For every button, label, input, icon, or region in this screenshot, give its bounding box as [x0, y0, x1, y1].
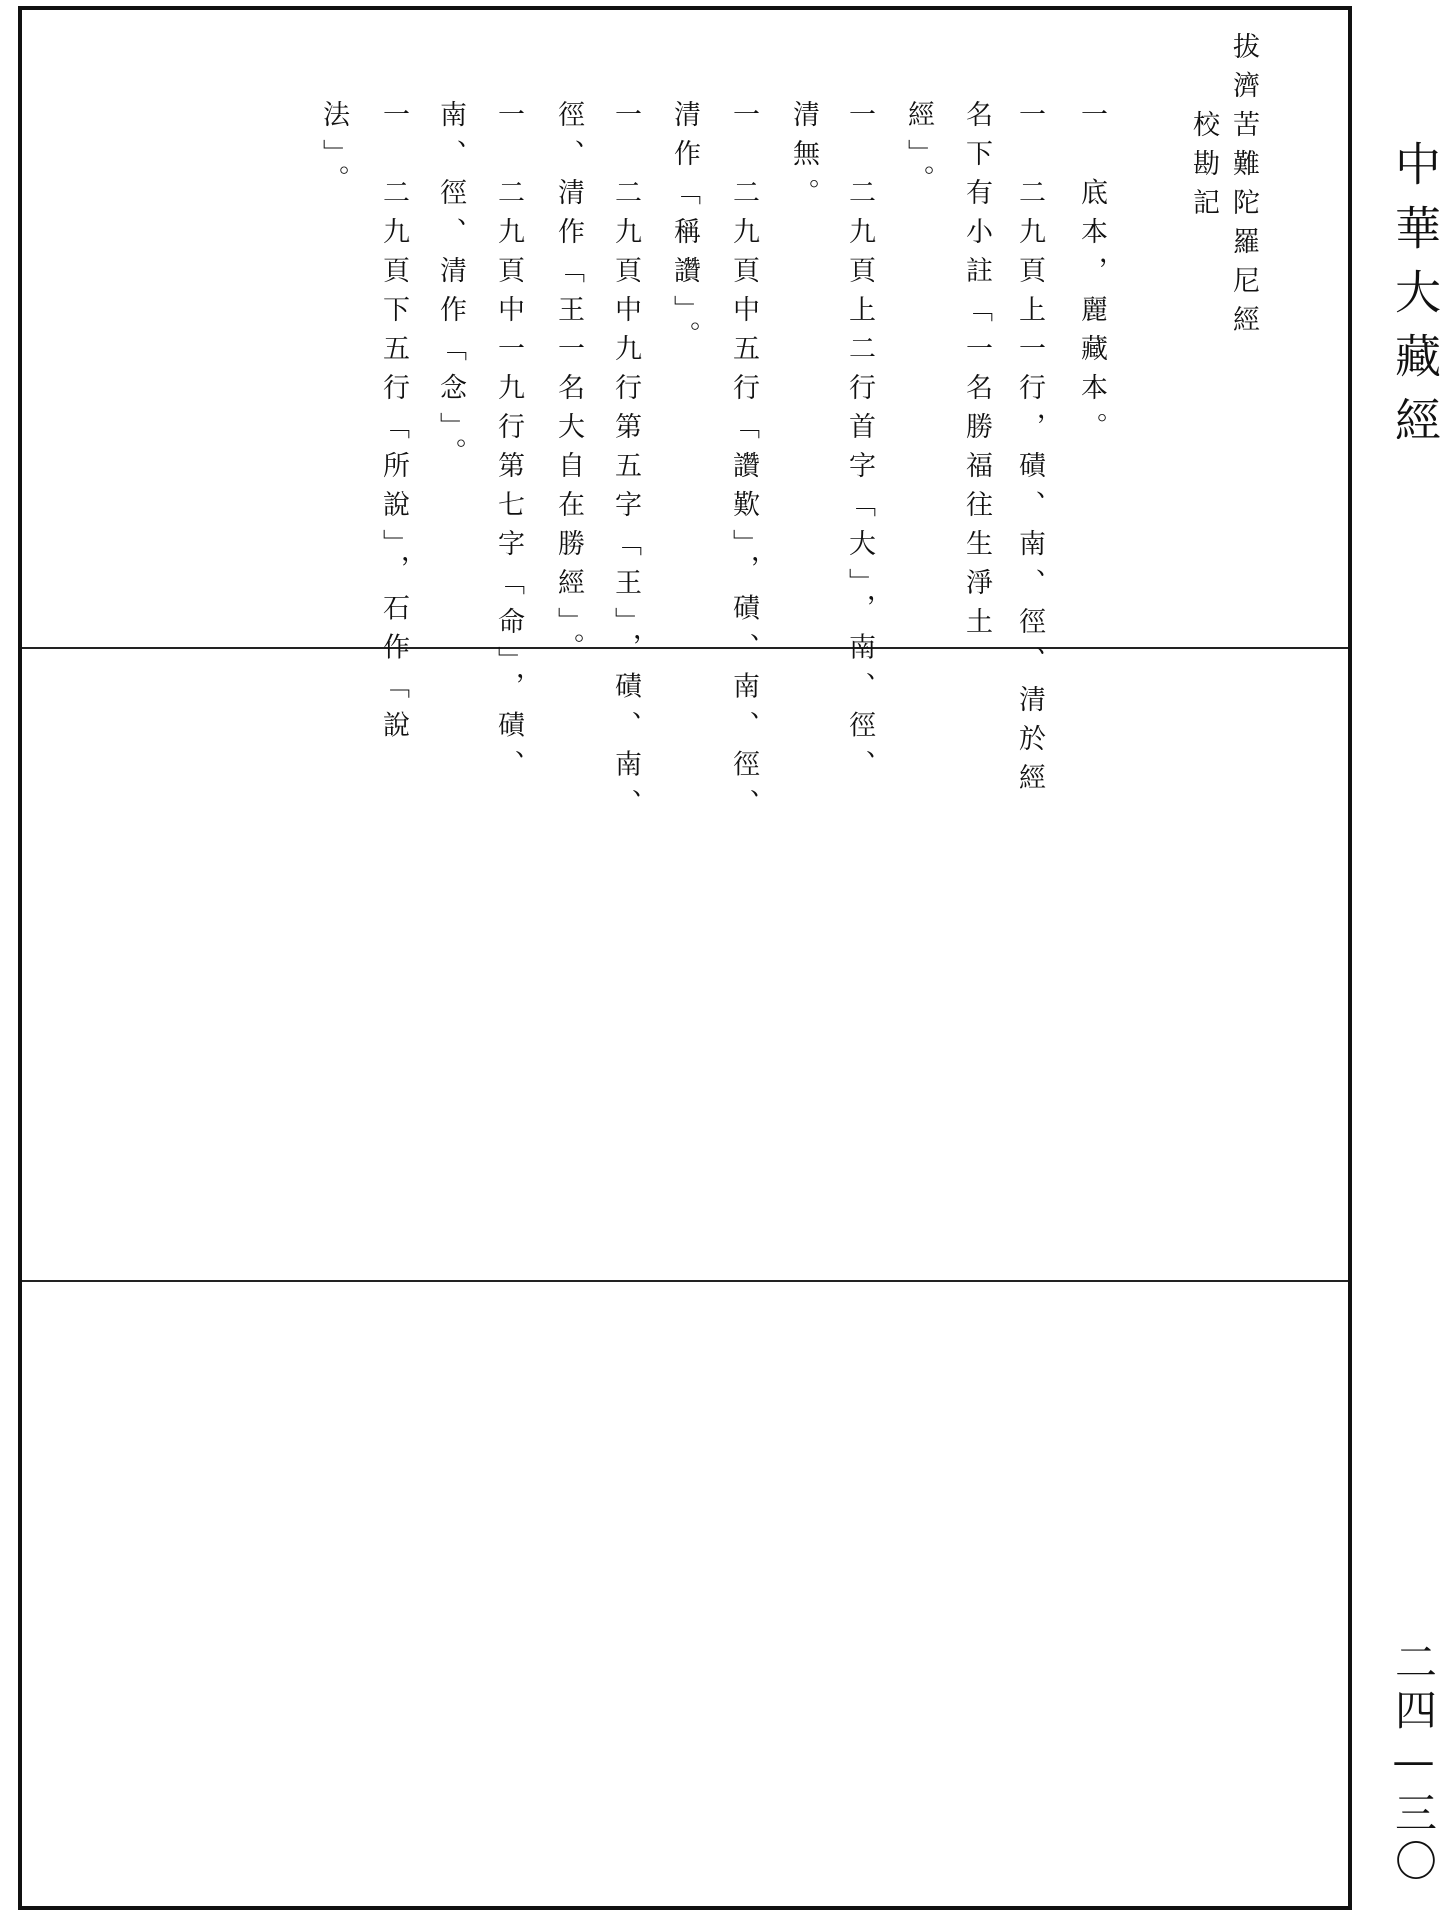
panel-divider-top [22, 647, 1348, 649]
collation-note: 一 二九頁上一行，磧、南、徑、清於經 [1014, 100, 1045, 802]
collation-note-continued: 南、徑、清作「念」。 [435, 100, 466, 477]
collation-note: 一 二九頁上二行首字「大」，南、徑、 [844, 100, 875, 789]
collation-note-continued: 徑、清作「王一名大自在勝經」。 [553, 100, 584, 672]
section-title: 校勘記 [1188, 110, 1219, 227]
collation-note-continued: 名下有小註「一名勝福往生淨土 [961, 100, 992, 646]
collation-note-continued: 經」。 [903, 100, 934, 204]
canon-title: 中華大藏經 [1388, 140, 1442, 460]
collation-note: 一 底本，麗藏本。 [1076, 100, 1107, 451]
panel-divider-bottom [22, 1280, 1348, 1282]
collation-note: 一 二九頁下五行「所說」，石作「說 [378, 100, 409, 750]
sutra-title: 拔濟苦難陀羅尼經 [1228, 32, 1259, 344]
page-number: 二四—三〇 [1389, 1640, 1438, 1887]
collation-note: 一 二九頁中一九行第七字「命」，磧、 [493, 100, 524, 789]
collation-note-continued: 法」。 [318, 100, 349, 204]
collation-note: 一 二九頁中五行「讚歎」，磧、南、徑、 [728, 100, 759, 828]
collation-note: 一 二九頁中九行第五字「王」，磧、南、 [610, 100, 641, 828]
collation-note-continued: 清作「稱讚」。 [669, 100, 700, 360]
collation-note-continued: 清無。 [788, 100, 819, 217]
